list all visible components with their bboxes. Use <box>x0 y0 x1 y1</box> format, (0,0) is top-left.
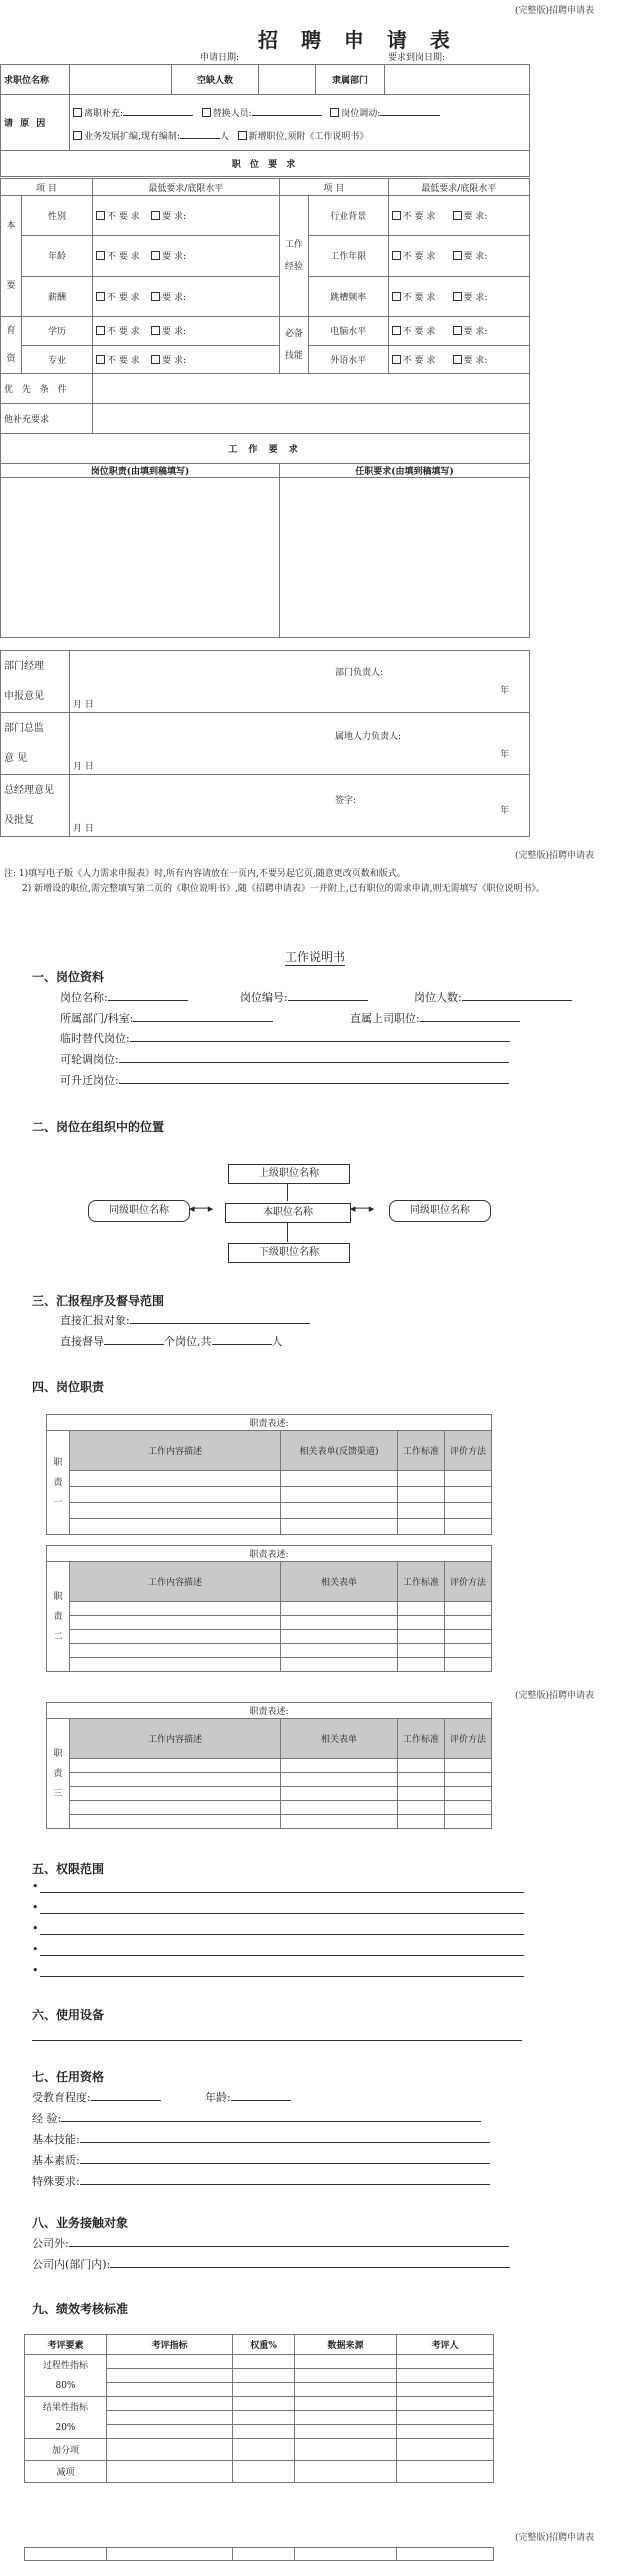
expected-date-label: 要求到岗日期: <box>388 53 446 63</box>
section-6: 六、使用设备 <box>32 2008 105 2022</box>
qual-field[interactable] <box>279 478 529 638</box>
org-right-box: 同级职位名称 <box>389 1200 491 1222</box>
qual-col-header: 任职要求(由填到稿填写) <box>279 464 529 478</box>
arrow-icon: ◂──▸ <box>350 1202 375 1215</box>
job-name-field[interactable] <box>70 65 172 95</box>
org-left-box: 同级职位名称 <box>88 1200 190 1222</box>
dept-label: 隶属部门 <box>316 65 385 95</box>
duty-col-header: 岗位职责(由填到稿填写) <box>1 464 280 478</box>
sign2-field[interactable]: 属地人力负责人: 年 月 日 <box>70 713 530 775</box>
note-2: 2) 新增设的职位,需完整填写第二页的《职位说明书》,随《招聘申请表》一并附上,已有职位的需求申请,则无需填写《职位说明书》。 <box>22 884 546 894</box>
org-center-box: 本职位名称 <box>225 1203 351 1223</box>
checkbox[interactable] <box>330 108 339 117</box>
reason-label: 请 原 因 <box>1 95 70 151</box>
checkbox[interactable] <box>73 131 82 140</box>
duty-table-3: 职责表述: 职 责 三 工作内容描述 相关表单 工作标准 评价方法 <box>46 1702 492 1829</box>
page-header: (完整版)招聘申请表 <box>515 851 595 861</box>
sign1-field[interactable]: 部门负责人: 年 月 日 <box>70 651 530 713</box>
checkbox[interactable] <box>73 108 82 117</box>
checkbox[interactable] <box>238 131 247 140</box>
other-label: 他补充要求 <box>1 404 93 434</box>
perf-table: 考评要素 考评指标 权重% 数据来源 考评人 过程性指标 80% 结果性指标 20% 加分项 减项 <box>24 2334 494 2483</box>
requirements-title: 职 位 要 求 <box>1 151 530 177</box>
duty-field[interactable] <box>1 478 280 638</box>
apply-date-label: 申请日期: <box>200 53 240 63</box>
section-9: 九、绩效考核标准 <box>32 2302 129 2316</box>
duty-table-1: 职责表述: 职 责 一 工作内容描述 相关表单(反馈渠道) 工作标准 评价方法 <box>46 1414 492 1535</box>
section-3: 三、汇报程序及督导范围 <box>32 1294 165 1308</box>
section-1: 一、岗位资料 <box>32 970 105 984</box>
page-header: (完整版)招聘申请表 <box>515 1691 595 1701</box>
vacancy-label: 空缺人数 <box>172 65 259 95</box>
arrow-icon: ◂──▸ <box>189 1202 214 1215</box>
sign3-field[interactable]: 签字: 年 月 日 <box>70 775 530 837</box>
jd-title: 工作说明书 <box>285 950 346 964</box>
requirements-table: 项 目 最低要求/底限水平 项 目 最低要求/底限水平 本 要 性别 不 要 求 要 求: 工作 经验 行业背景 不 要 求 要 求: 年龄 不 要 求 要 求: 工作年限 不 要 求 要 求: 薪酬 不 要 求 要 求: 跳槽频率 不 要 求 要 求: 育 资 学历 不 要 求 要 求: 必备 技能 电脑水平 不 要 求 要 求: 专业 不 要 求 要 求: 外语水平 不 要 求 要 求: 优 先 条 件 他补充要求 工 作 要 求 岗位职责(由填到稿填写) 任职要求(由填到稿填写) <box>0 178 530 638</box>
org-top-box: 上级职位名称 <box>228 1164 350 1184</box>
reason-options: 离职补充: 替换人员: 岗位调动: 业务发展扩编,现有编制: 人 新增职位,须附《工作说明书》 <box>70 95 530 151</box>
section-7: 七、任用资格 <box>32 2070 105 2084</box>
form-title: 招 聘 申 请 表 <box>258 28 458 52</box>
section-8: 八、业务接触对象 <box>32 2216 129 2230</box>
page-header: (完整版)招聘申请表 <box>515 6 595 16</box>
section-5: 五、权限范围 <box>32 1862 105 1876</box>
dept-field[interactable] <box>385 65 530 95</box>
org-bottom-box: 下级职位名称 <box>228 1243 350 1263</box>
page-header: (完整版)招聘申请表 <box>515 2533 595 2543</box>
recruit-form-table <box>0 64 530 177</box>
priority-label: 优 先 条 件 <box>1 374 93 404</box>
other-field[interactable] <box>92 404 529 434</box>
duty-table-2: 职责表述: 职 责 二 工作内容描述 相关表单 工作标准 评价方法 <box>46 1545 492 1672</box>
approval-table: 部门经理 申报意见 部门负责人: 年 月 日 部门总监 意 见 属地人力负责人: 年 月 日 总经理意见 及批复 签字: 年 月 日 <box>0 650 530 837</box>
work-title: 工 作 要 求 <box>1 434 530 464</box>
note-1: 注: 1)填写电子版《人力需求申报表》时,所有内容请放在一页内,不要另起它页,随意更改页数和版式。 <box>4 869 406 879</box>
section-4: 四、岗位职责 <box>32 1380 105 1394</box>
section-2: 二、岗位在组织中的位置 <box>32 1120 165 1134</box>
priority-field[interactable] <box>92 374 529 404</box>
job-name-label: 求职位名称 <box>1 65 70 95</box>
vacancy-field[interactable] <box>259 65 316 95</box>
checkbox[interactable] <box>202 108 211 117</box>
